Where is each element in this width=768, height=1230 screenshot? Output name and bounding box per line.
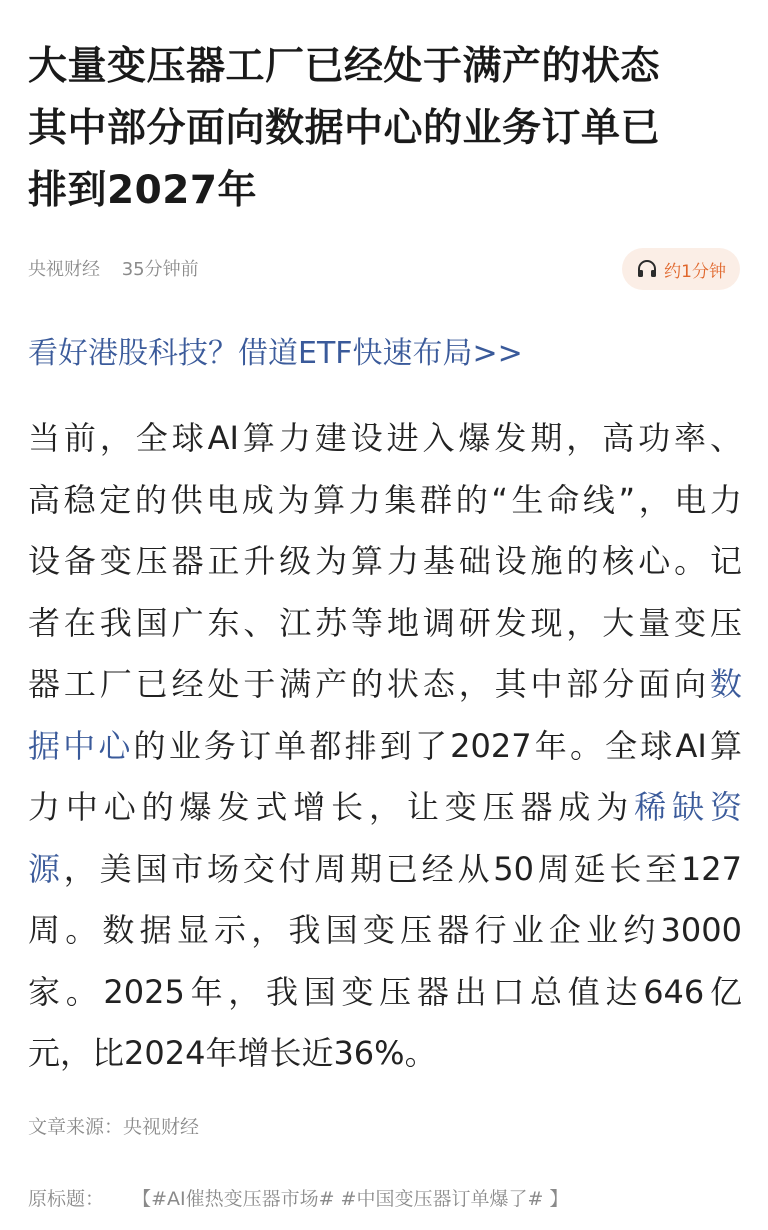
body-line	[28, 716, 742, 778]
original-title-tags[interactable]: 【#AI催热变压器市场# #中国变压器订单爆了# 】	[132, 1188, 569, 1210]
body-text-segment: 周。数据显示，我国变压器行业企业约3000	[28, 911, 742, 949]
article-body	[28, 408, 742, 1085]
title-line-3: 排到2027年	[28, 168, 258, 213]
article-title	[28, 36, 740, 222]
body-text-segment: 器工厂已经处于满产的状态，其中部分面向	[28, 665, 710, 703]
body-text-segment: 力中心的爆发式增长，让变压器成为	[28, 788, 635, 826]
body-text-segment: ，美国市场交付周期已经从50周延长至127	[63, 849, 742, 888]
body-line	[28, 593, 742, 655]
title-line-1: 大量变压器工厂已经处于满产的状态	[28, 44, 661, 89]
article-meta	[28, 255, 199, 281]
body-text-segment: 者在我国广东、江苏等地调研发现，大量变压	[28, 603, 742, 642]
promo-link[interactable]: 看好港股科技？借道ETF快速布局>>	[28, 336, 523, 371]
body-line	[28, 470, 742, 532]
body-text-segment: 设备变压器正升级为算力基础设施的核心。记	[28, 542, 742, 580]
listen-button[interactable]	[622, 248, 740, 290]
source-name[interactable]: 央视财经	[28, 259, 100, 280]
keyword-link[interactable]: 据中心	[28, 726, 134, 765]
body-text-segment: 高稳定的供电成为算力集群的“生命线”，电力	[28, 480, 742, 519]
keyword-link[interactable]: 稀缺资	[634, 788, 742, 826]
body-text-segment: 的业务订单都排到了2027年。全球AI算	[133, 726, 742, 765]
keyword-link[interactable]: 数	[709, 665, 742, 703]
original-title	[28, 1184, 568, 1211]
publish-time: 35分钟前	[121, 259, 199, 280]
body-line	[28, 777, 742, 839]
body-text-segment: 元，比2024年增长近36%。	[28, 1034, 437, 1072]
body-line	[28, 900, 742, 962]
headphones-icon	[636, 259, 658, 279]
body-text-segment: 家。2025年，我国变压器出口总值达646亿	[28, 972, 742, 1011]
article-source: 文章来源：央视财经	[28, 1116, 200, 1138]
listen-duration: 约1分钟	[664, 261, 726, 282]
body-line	[28, 1023, 742, 1085]
title-line-2: 其中部分面向数据中心的业务订单已	[28, 106, 661, 151]
body-line	[28, 962, 742, 1024]
body-text-segment: 当前，全球AI算力建设进入爆发期，高功率、	[28, 419, 742, 457]
keyword-link[interactable]: 源	[28, 849, 64, 888]
original-title-label: 原标题：	[28, 1188, 105, 1210]
body-line	[28, 531, 742, 593]
body-line	[28, 654, 742, 716]
body-line	[28, 408, 742, 470]
body-line	[28, 839, 742, 901]
